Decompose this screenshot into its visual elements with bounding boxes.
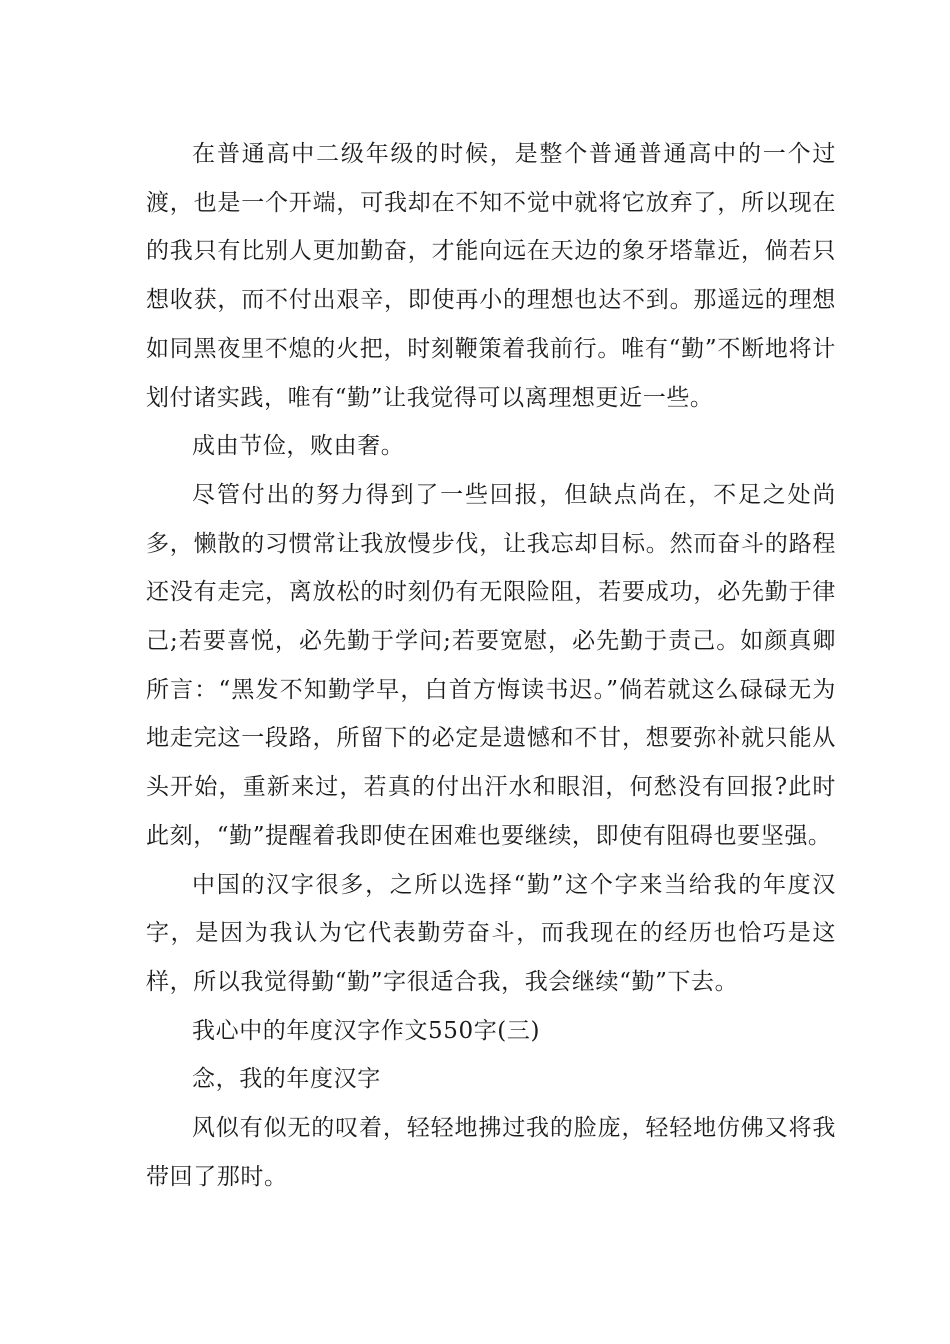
paragraph: 尽管付出的努力得到了一些回报，但缺点尚在，不足之处尚多，懒散的习惯常让我放慢步伐，让我忘却目标。然而奋斗的路程还没有走完，离放松的时刻仍有无限险阻，若要成功，必先勤于律己;若要喜悦，必先勤于学问;若要宽慰，必先勤于责己。如颜真卿所言：“黑发不知勤学早，白首方悔读书迟。”倘若就这么碌碌无为地走完这一段路，所留下的必定是遗憾和不甘，想要弥补就只能从头开始，重新来过，若真的付出汗水和眼泪，何愁没有回报?此时此刻，“勤”提醒着我即使在困难也要继续，即使有阻碍也要坚强。 [146, 481, 836, 849]
paragraph: 成由节俭，败由奢。 [192, 433, 405, 460]
paragraph: 在普通高中二级年级的时候，是整个普通普通高中的一个过渡，也是一个开端，可我却在不知不觉中就将它放弃了，所以现在的我只有比别人更加勤奋，才能向远在天边的象牙塔靠近，倘若只想收获，而不付出艰辛，即使再小的理想也达不到。那遥远的理想如同黑夜里不熄的火把，时刻鞭策着我前行。唯有“勤”不断地将计划付诸实践，唯有“勤”让我觉得可以离理想更近一些。 [146, 141, 836, 411]
paragraph: 中国的汉字很多，之所以选择“勤”这个字来当给我的年度汉字，是因为我认为它代表勤劳奋斗，而我现在的经历也恰巧是这样，所以我觉得勤“勤”字很适合我，我会继续“勤”下去。 [146, 871, 836, 995]
document-body [146, 130, 836, 1201]
paragraph: 风似有似无的叹着，轻轻地拂过我的脸庞，轻轻地仿佛又将我带回了那时。 [146, 1115, 836, 1190]
essay-title: 念，我的年度汉字 [192, 1066, 381, 1093]
section-heading: 我心中的年度汉字作文550字(三) [192, 1017, 541, 1044]
